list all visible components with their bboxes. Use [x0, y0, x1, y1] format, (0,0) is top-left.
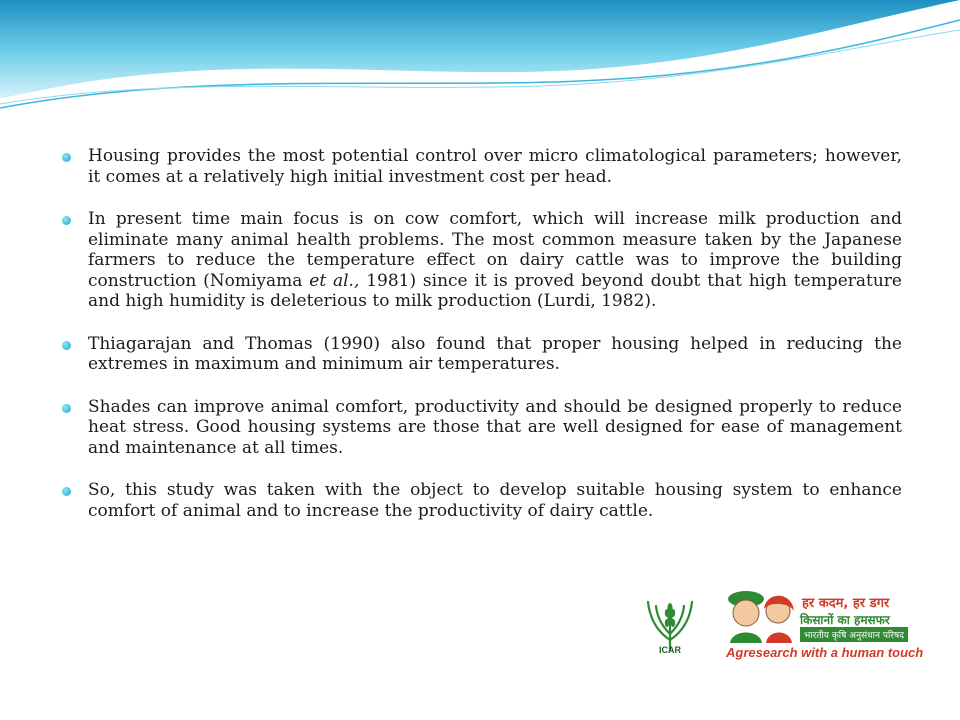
bullet-thiagarajan: [62, 334, 902, 375]
bullet-text: Shades can improve animal comfort, productivity and should be designed properly to reduce heat stress. Good housing systems are those that are well designed for ease of management and maintenance at all times.: [88, 396, 902, 458]
farmers-illustration-icon: [720, 585, 802, 645]
hindi-slogan-line1: हर कदम, हर डगर: [802, 596, 890, 611]
hindi-slogan-line2: किसानों का हमसफर: [800, 613, 890, 627]
bullet-text: Thiagarajan and Thomas (1990) also found that proper housing helped in reducing the extremes in maximum and minimum air temperatures.: [88, 333, 902, 374]
bullet-shades: [62, 397, 902, 459]
footer-logos: [640, 585, 940, 665]
bullet-housing-control: [62, 146, 902, 187]
bullet-list: [62, 146, 902, 543]
bullet-citation-italic: et al.,: [309, 270, 360, 291]
bullet-text: So, this study was taken with the object to develop suitable housing system to enhance comfort of animal and to increase the productivity of dairy cattle.: [88, 480, 902, 521]
bullet-cow-comfort: [62, 209, 902, 312]
header-wave-decoration: [0, 0, 960, 120]
bullet-text: 1981) since it is proved beyond doubt that high temperature and high humidity is deleterious to milk production (Lurdi, 1982).: [88, 270, 902, 311]
bullet-text: In present time main focus is on cow comfort, which will increase milk production and eliminate many animal health problems. The most common measure taken by the Japanese farmers to reduce the temperature effect on dairy cattle was to improve the building construction (Nomiyama: [88, 209, 902, 291]
bullet-study-objective: [62, 480, 902, 521]
icar-caption: ICAR: [659, 645, 681, 655]
icar-hindi-name-band: भारतीय कृषि अनुसंधान परिषद: [800, 627, 908, 642]
agresearch-tagline: Agresearch with a human touch: [726, 645, 924, 660]
bullet-text: Housing provides the most potential control over micro climatological parameters; however, it comes at a relatively high initial investment cost per head.: [88, 146, 902, 187]
